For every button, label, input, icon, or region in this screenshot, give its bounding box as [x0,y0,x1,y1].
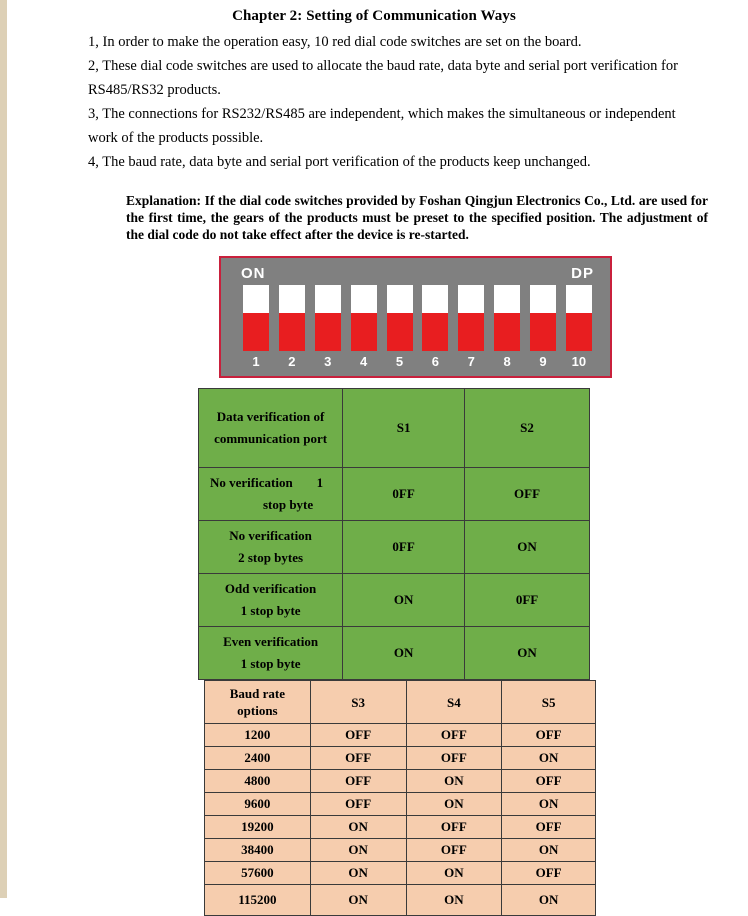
dip-number-6: 6 [431,354,439,369]
row-label [199,627,343,680]
lever-bottom [530,313,556,351]
table-header-row [205,681,596,724]
dip-switch-numbers [243,354,592,374]
dip-number-8: 8 [503,354,511,369]
lever-top [315,285,341,313]
data-verification-table [198,388,590,680]
dip-number-2: 2 [288,354,296,369]
row-cell-s1: 0FF [343,468,465,521]
dip-lever-8 [494,285,520,351]
row-label-line2: 1 stop byte [240,603,301,618]
page-title: Chapter 2: Setting of Communication Ways [232,8,516,24]
paragraph-4: 4, The baud rate, data byte and serial port verification of the products keep unchanged. [88,154,591,170]
row-cell-s2: 0FF [465,574,590,627]
row-cell-baud: 115200 [205,885,311,916]
dip-switch-levers [243,285,592,351]
row-cell-s5: ON [502,793,596,816]
dip-number-7: 7 [467,354,475,369]
lever-bottom [458,313,484,351]
row-label-line1 [200,472,341,494]
row-label-line1: Even verification [223,634,319,649]
lever-bottom [279,313,305,351]
dip-lever-2 [279,285,305,351]
row-cell-s5: ON [502,885,596,916]
baud-rate-table [204,680,596,916]
row-cell-baud: 4800 [205,770,311,793]
lever-bottom [422,313,448,351]
header-label-line1: Data verification of [216,409,325,424]
dip-lever-3 [315,285,341,351]
lever-top [566,285,592,313]
row-cell-s2: ON [465,627,590,680]
row-cell-s4: OFF [406,816,502,839]
table-header-row [199,389,590,468]
header-cell-baud [205,681,311,724]
row-cell-s3: OFF [310,747,406,770]
lever-bottom [387,313,413,351]
table-row [205,793,596,816]
row-cell-s2: OFF [465,468,590,521]
row-cell-baud: 2400 [205,747,311,770]
row-cell-s2: ON [465,521,590,574]
row-label-line2: 1 stop byte [240,656,301,671]
table-row [205,839,596,862]
paragraph-1: 1, In order to make the operation easy, 10 red dial code switches are set on the board. [88,34,582,50]
table-row [205,862,596,885]
header-label-line2: options [237,703,278,718]
row-cell-s5: OFF [502,770,596,793]
dip-dp-label: DP [571,265,594,282]
dip-lever-6 [422,285,448,351]
row-cell-baud: 19200 [205,816,311,839]
paragraph-3: 3, The connections for RS232/RS485 are independent, which makes the simultaneous or independent work of the products possible. [88,106,676,146]
table-row [199,521,590,574]
row-cell-s3: ON [310,885,406,916]
row-cell-s3: OFF [310,770,406,793]
dip-lever-10 [566,285,592,351]
row-cell-s5: ON [502,747,596,770]
row-cell-s1: ON [343,574,465,627]
row-cell-s4: OFF [406,724,502,747]
row-label-line2: 2 stop bytes [238,550,304,565]
row-label-text: No verification [210,475,293,490]
table-row [199,574,590,627]
row-cell-s5: OFF [502,816,596,839]
header-cell-s3: S3 [310,681,406,724]
row-cell-s3: ON [310,816,406,839]
lever-top [422,285,448,313]
dip-lever-9 [530,285,556,351]
header-cell-s1: S1 [343,389,465,468]
dip-number-10: 10 [571,354,587,369]
lever-bottom [315,313,341,351]
row-cell-s5: ON [502,839,596,862]
table-row [205,770,596,793]
row-cell-s5: OFF [502,862,596,885]
dip-switch-illustration [219,256,612,378]
dip-lever-1 [243,285,269,351]
row-cell-s4: ON [406,770,502,793]
lever-top [494,285,520,313]
lever-top [243,285,269,313]
lever-top [351,285,377,313]
row-label [199,468,343,521]
row-cell-s4: ON [406,885,502,916]
table-row [205,747,596,770]
lever-bottom [566,313,592,351]
lever-top [387,285,413,313]
table-row [199,468,590,521]
intro-paragraphs [88,30,688,174]
dip-number-3: 3 [324,354,332,369]
table-row [205,724,596,747]
lever-top [458,285,484,313]
row-cell-baud: 57600 [205,862,311,885]
row-cell-s1: ON [343,627,465,680]
row-cell-s4: ON [406,793,502,816]
lever-top [530,285,556,313]
row-cell-s3: OFF [310,724,406,747]
row-cell-s3: ON [310,839,406,862]
header-cell-s5: S5 [502,681,596,724]
row-cell-s3: OFF [310,793,406,816]
dip-lever-5 [387,285,413,351]
table-row [199,627,590,680]
lever-top [279,285,305,313]
row-cell-baud: 1200 [205,724,311,747]
row-label-stopcount: 1 [316,475,324,490]
row-cell-s1: 0FF [343,521,465,574]
row-cell-s4: OFF [406,747,502,770]
row-label-line2: stop byte [262,497,314,512]
row-cell-baud: 38400 [205,839,311,862]
explanation-note: Explanation: If the dial code switches provided by Foshan Qingjun Electronics Co., Ltd. are used for the first time, the gears of the products must be preset to the specified position. The adjustment of the dial code do not take effect after the device is re-started. [126,193,708,242]
row-cell-s4: ON [406,862,502,885]
header-cell-s2: S2 [465,389,590,468]
lever-bottom [351,313,377,351]
table-row [205,885,596,916]
row-cell-baud: 9600 [205,793,311,816]
dip-number-9: 9 [539,354,547,369]
dip-number-4: 4 [360,354,368,369]
row-label-line1: Odd verification [224,581,317,596]
header-label-line1: Baud rate [229,686,286,701]
row-cell-s3: ON [310,862,406,885]
lever-bottom [243,313,269,351]
row-cell-s4: OFF [406,839,502,862]
lever-bottom [494,313,520,351]
header-cell-label [199,389,343,468]
row-label [199,574,343,627]
dip-number-1: 1 [252,354,260,369]
row-label-line1: No verification [229,528,312,543]
dip-lever-7 [458,285,484,351]
header-cell-s4: S4 [406,681,502,724]
row-label [199,521,343,574]
dip-number-5: 5 [395,354,404,369]
dip-lever-4 [351,285,377,351]
header-label-line2: communication port [214,431,328,446]
paragraph-2: 2, These dial code switches are used to allocate the baud rate, data byte and serial port verification for RS485/RS32 products. [88,58,678,98]
row-cell-s5: OFF [502,724,596,747]
dip-on-label: ON [241,265,266,282]
table-row [205,816,596,839]
